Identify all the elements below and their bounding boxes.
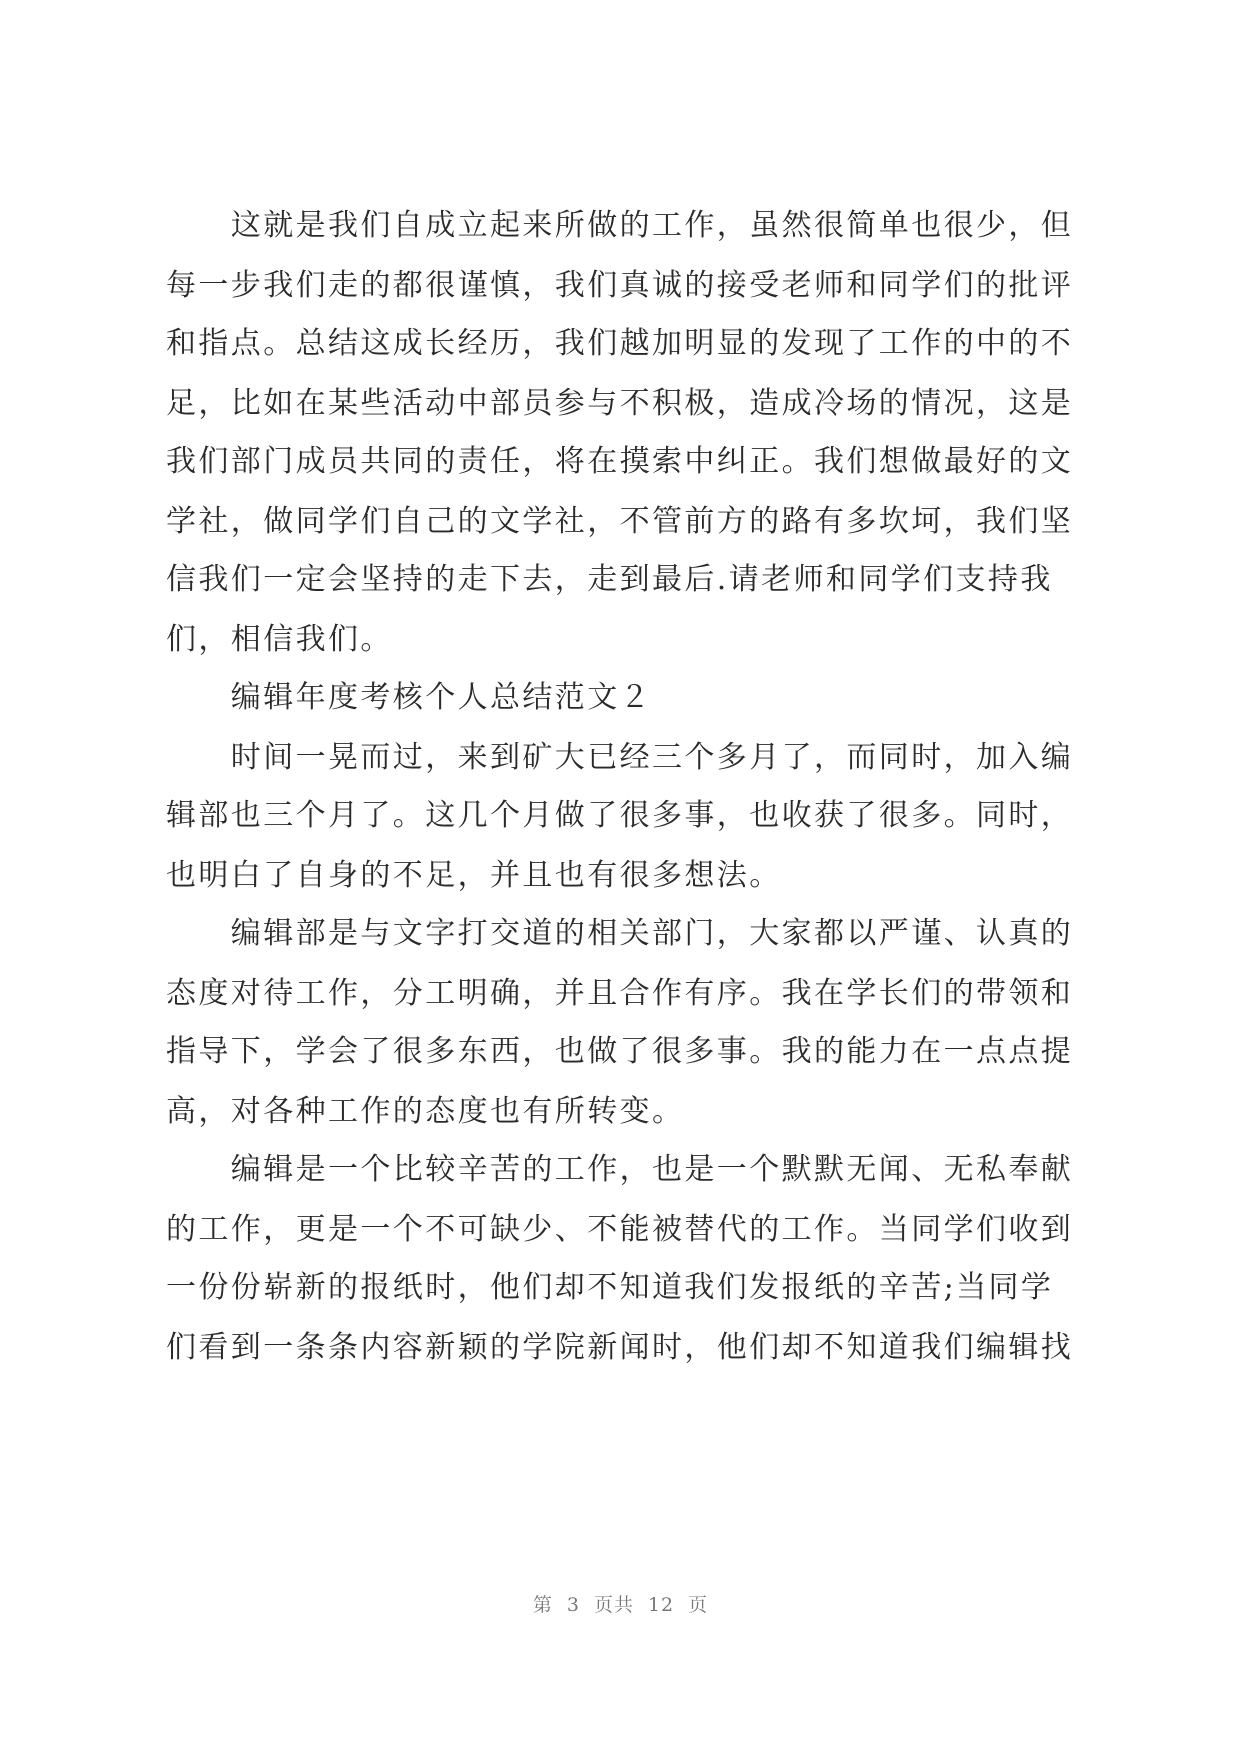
footer-prefix: 第 — [532, 1594, 553, 1616]
footer-current-page: 3 — [566, 1594, 580, 1616]
paragraph-line: 足，比如在某些活动中部员参与不积极，造成冷场的情况，这是 — [166, 386, 1074, 421]
footer-suffix: 页 — [688, 1594, 709, 1616]
paragraph-line: 们，相信我们。 — [166, 622, 393, 657]
paragraph-line: 这就是我们自成立起来所做的工作，虽然很简单也很少，但 — [166, 208, 1074, 243]
paragraph-line: 态度对待工作，分工明确，并且合作有序。我在学长们的带领和 — [166, 976, 1074, 1011]
paragraph-line: 辑部也三个月了。这几个月做了很多事，也收获了很多。同时， — [166, 798, 1074, 833]
paragraph-line: 时间一晃而过，来到矿大已经三个多月了，而同时，加入编 — [166, 740, 1074, 775]
page-footer — [0, 1590, 1241, 1617]
paragraph-line: 每一步我们走的都很谨慎，我们真诚的接受老师和同学们的批评 — [166, 268, 1074, 303]
paragraph-line: 编辑部是与文字打交道的相关部门，大家都以严谨、认真的 — [166, 916, 1074, 951]
paragraph-line: 高，对各种工作的态度也有所转变。 — [166, 1094, 685, 1129]
paragraph-line: 的工作，更是一个不可缺少、不能被替代的工作。当同学们收到 — [166, 1212, 1074, 1247]
paragraph-line: 编辑是一个比较辛苦的工作，也是一个默默无闻、无私奉献 — [166, 1152, 1074, 1187]
paragraph-line: 信我们一定会坚持的走下去，走到最后.请老师和同学们支持我 — [166, 562, 1053, 597]
paragraph-line: 们看到一条条内容新颖的学院新闻时，他们却不知道我们编辑找 — [166, 1330, 1074, 1365]
paragraph-line: 我们部门成员共同的责任，将在摸索中纠正。我们想做最好的文 — [166, 444, 1074, 479]
footer-total-pages: 12 — [647, 1594, 675, 1616]
paragraph-line: 学社，做同学们自己的文学社，不管前方的路有多坎坷，我们坚 — [166, 504, 1074, 539]
paragraph-line: 指导下，学会了很多东西，也做了很多事。我的能力在一点点提 — [166, 1034, 1074, 1069]
footer-middle: 页共 — [593, 1594, 634, 1616]
paragraph-line: 也明白了自身的不足，并且也有很多想法。 — [166, 858, 782, 893]
paragraph-line: 一份份崭新的报纸时，他们却不知道我们发报纸的辛苦;当同学 — [166, 1270, 1054, 1305]
paragraph-line: 和指点。总结这成长经历，我们越加明显的发现了工作的中的不 — [166, 326, 1074, 361]
section-heading: 编辑年度考核个人总结范文２ — [166, 680, 652, 715]
